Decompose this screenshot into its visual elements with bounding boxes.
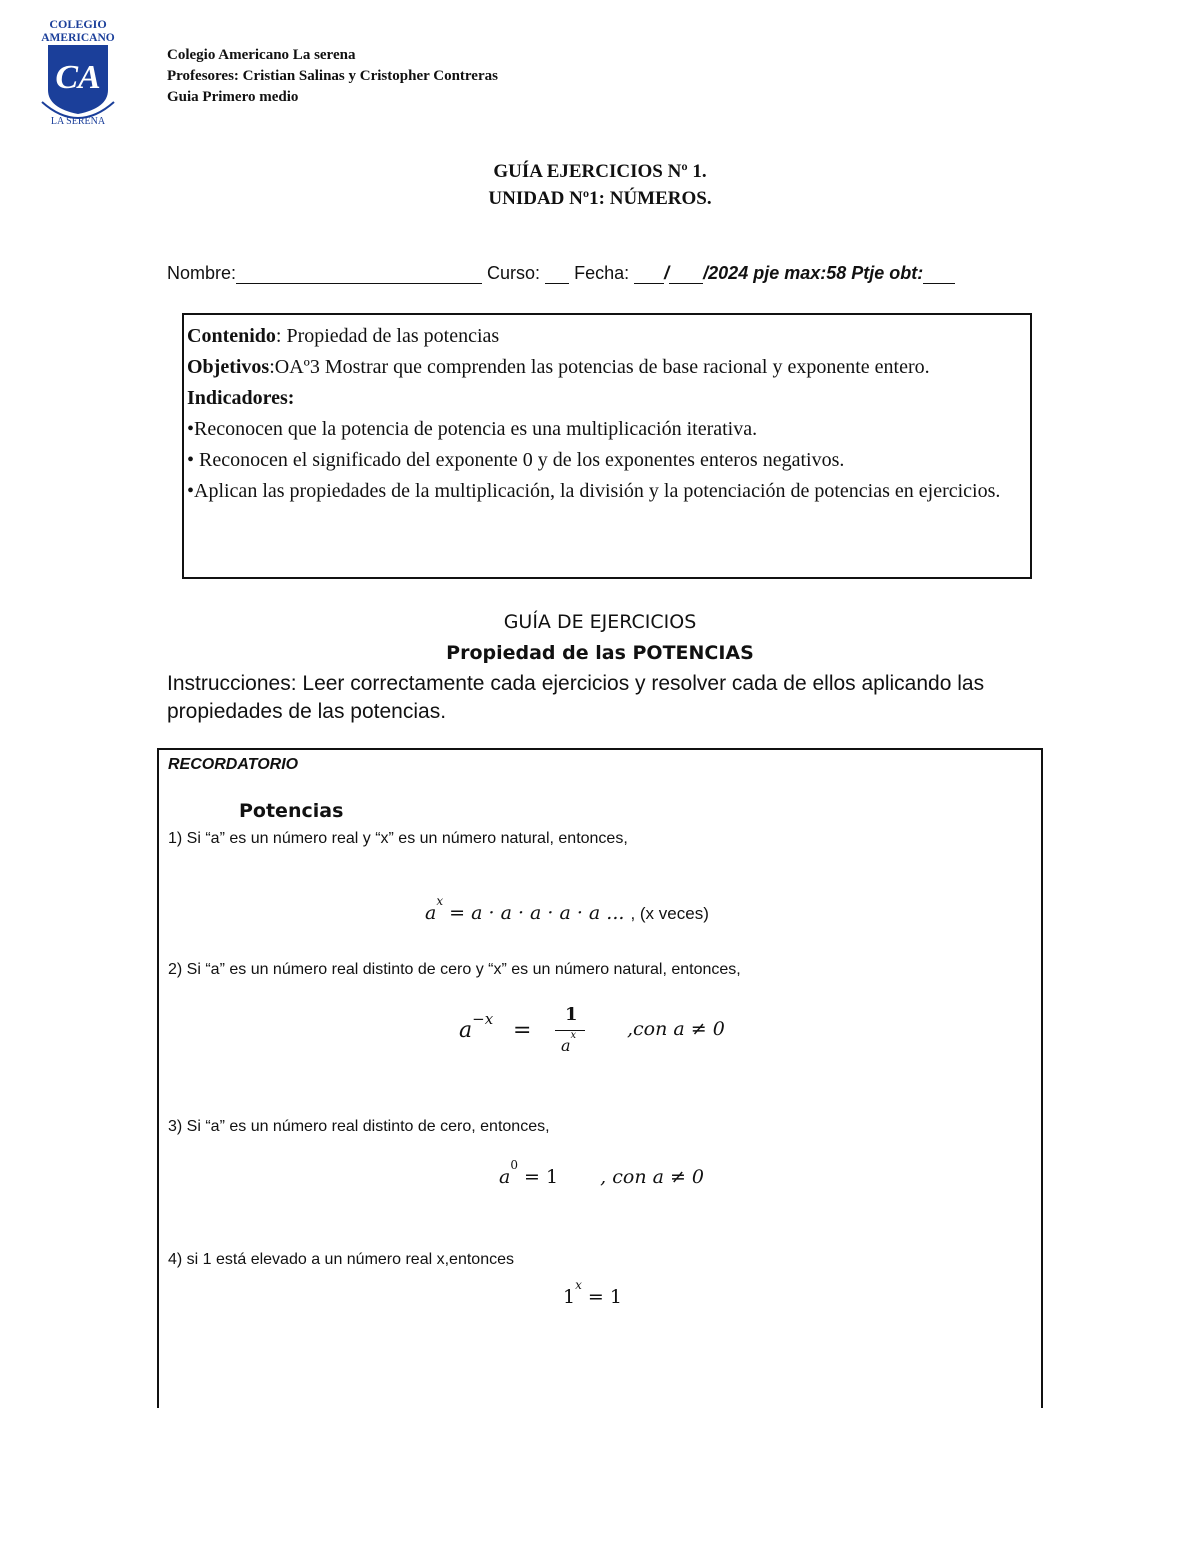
unit-title: UNIDAD Nº1: NÚMEROS. [488,188,712,209]
school-logo [32,16,124,128]
rule-4-formula [563,1278,622,1308]
r1-rhs: a · a · a · a · a ... [471,902,625,924]
r2-base: a [459,1018,473,1043]
ptje-obt-field[interactable] [923,265,955,284]
contenido-line [187,321,1027,352]
logo-top-text: COLEGIO [49,17,107,31]
r3-exp: 0 [510,1158,518,1172]
recordatorio-box [157,748,1043,1408]
r3-rhs: 1 [545,1166,559,1188]
curso-label: Curso: [487,263,541,283]
r2-den-base: a [561,1036,571,1055]
r3-base: a [499,1166,511,1188]
fecha-label: Fecha: [574,263,630,283]
contenido-text: : Propiedad de las potencias [275,325,500,347]
indicador-item: •Reconocen que la potencia de potencia es una multiplicación iterativa. [187,418,758,440]
r3-cond: , con a ≠ 0 [600,1166,705,1188]
nombre-field[interactable] [236,265,482,284]
header-teachers: Profesores: Cristian Salinas y Cristopher Contreras [167,68,498,84]
r4-base: 1 [563,1286,576,1308]
rule-2-text: 2) Si “a” es un número real distinto de cero y “x” es un número natural, entonces, [168,961,741,978]
potencias-heading: Potencias [239,800,344,822]
r3-eq: = [524,1166,540,1188]
contenido-label: Contenido [187,325,276,347]
r4-exp: x [575,1278,582,1292]
r1-base: a [425,902,437,924]
recordatorio-label: RECORDATORIO [168,756,299,773]
logo-middle-text: AMERICANO [41,32,115,44]
indicadores-label: Indicadores: [187,387,295,409]
r2-den-exp: x [570,1030,577,1041]
ptje-obt-label: Ptje obt: [851,263,924,283]
r4-rhs: 1 [609,1286,622,1308]
rule-3-formula [499,1158,705,1188]
fecha-slash: / [664,263,670,283]
section-subtitle: Propiedad de las POTENCIAS [446,642,754,664]
r1-eq: = [449,902,466,924]
objetivos-text: :OAº3 Mostrar que comprenden las potencias de base racional y exponente entero. [269,356,930,378]
fecha-month-field[interactable] [669,265,703,284]
r1-note: , (x veces) [630,904,709,923]
rule-4-text: 4) si 1 está elevado a un número real x,entonces [168,1251,514,1268]
logo-bottom-text: LA SERENA [50,116,106,127]
rule-3-text: 3) Si “a” es un número real distinto de cero, entonces, [168,1118,550,1135]
objectives-box [182,313,1032,579]
header-guide-level: Guia Primero medio [167,89,299,105]
instructions: Instrucciones: Leer correctamente cada ejercicios y resolver cada de ellos aplicando las propiedades de las potencias. [167,672,985,723]
section-title: GUÍA DE EJERCICIOS [503,611,697,633]
r4-eq: = [587,1286,604,1308]
curso-field[interactable] [545,265,569,284]
guide-title: GUÍA EJERCICIOS Nº 1. [493,161,707,182]
student-info-line [167,263,955,284]
header-school: Colegio Americano La serena [167,47,356,63]
r2-numerator: 1 [565,1004,578,1025]
objetivos-label: Objetivos [187,356,270,378]
rule-1-text: 1) Si “a” es un número real y “x” es un número natural, entonces, [168,830,628,847]
r2-exp: −x [472,1010,494,1028]
objetivos-line [187,352,1027,383]
nombre-label: Nombre: [167,263,237,283]
r2-eq: = [513,1018,532,1043]
r2-cond: ,con a ≠ 0 [627,1018,725,1040]
rule-1-formula [425,894,709,924]
pje-max: pje max:58 [753,263,847,283]
indicador-item: • Reconocen el significado del exponente 0 y de los exponentes enteros negativos. [187,449,845,471]
r1-exp: x [436,894,444,908]
indicador-item: •Aplican las propiedades de la multiplicación, la división y la potenciación de potencias en ejercicios. [187,480,1001,502]
fecha-year: /2024 [703,263,749,283]
fecha-day-field[interactable] [634,265,664,284]
logo-monogram: CA [55,59,101,96]
